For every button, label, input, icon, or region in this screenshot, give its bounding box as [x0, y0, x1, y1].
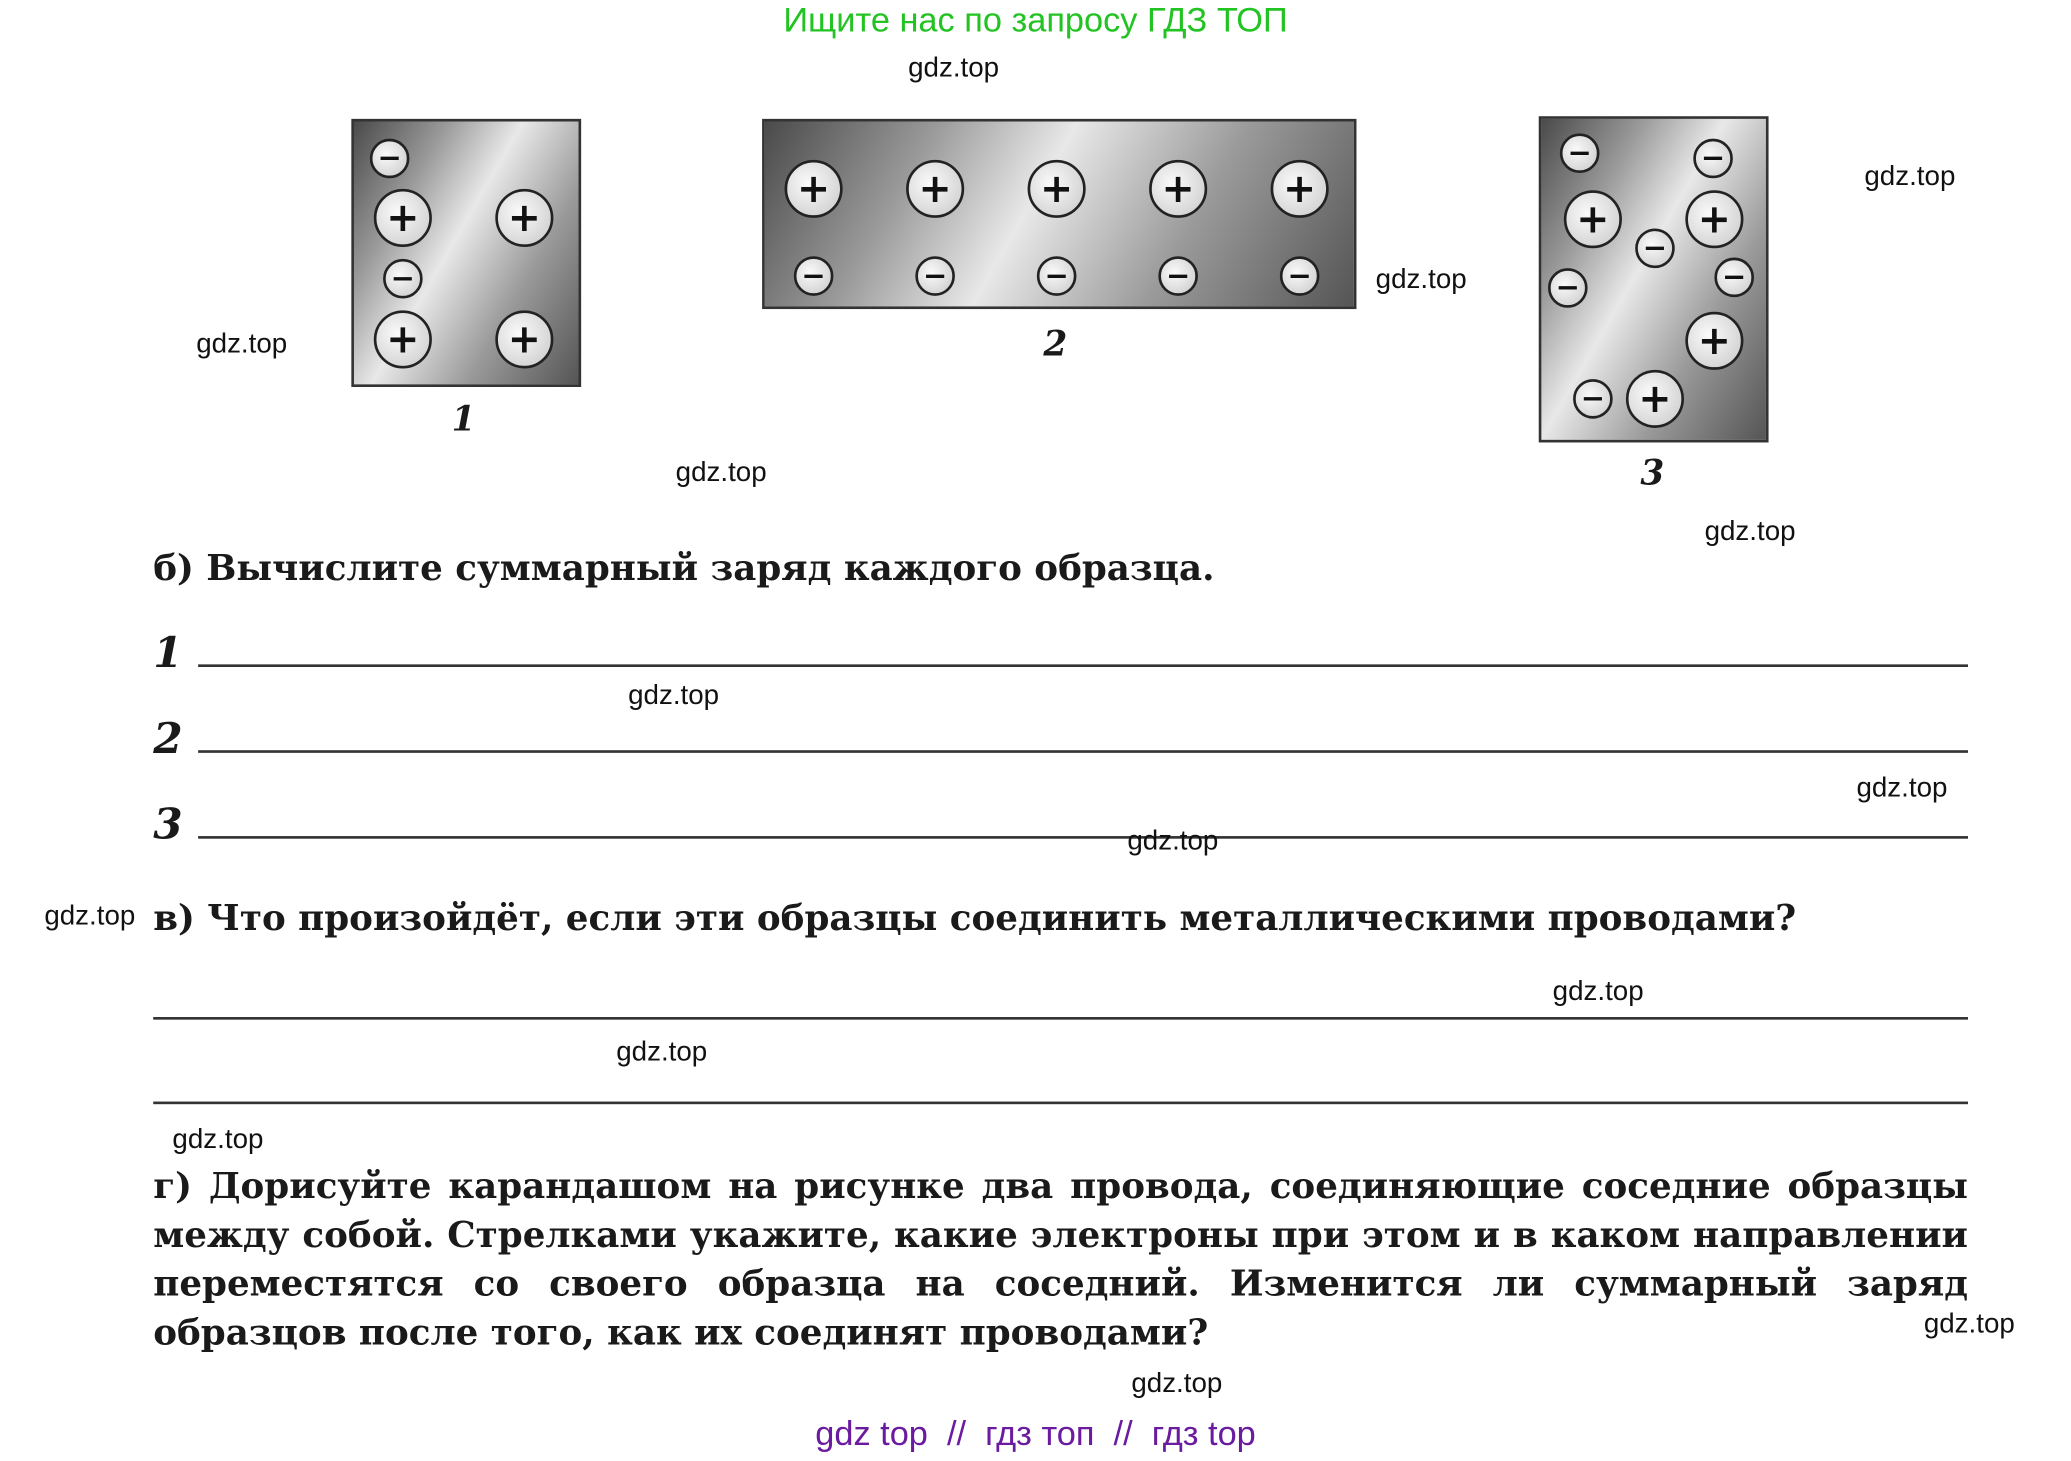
proton-charge: + [374, 310, 432, 368]
proton-charge: + [495, 189, 553, 247]
search-hint-header: Ищите нас по запросу ГДЗ ТОП [783, 0, 1288, 40]
electron-charge: − [1280, 256, 1320, 296]
electron-charge: − [1037, 256, 1077, 296]
question-g: г) Дорисуйте карандашом на рисунке два провода, соединяющие соседние образцы между собой. Стрелками укажите, какие электроны при этом и в каком направлении переместятся со своего образца на соседний. Изменится ли суммарный заряд образцов после того, как их соединят проводами? [153, 1166, 1968, 1354]
sample-3-label: 3 [1640, 454, 1665, 494]
electron-charge: − [915, 256, 955, 296]
watermark: gdz.top [44, 900, 136, 932]
watermark: gdz.top [1552, 976, 1644, 1007]
watermark: gdz.top [196, 328, 288, 360]
answer-line-v-2[interactable] [153, 1102, 1968, 1105]
electron-charge: − [370, 139, 410, 179]
proton-charge: + [785, 160, 843, 218]
proton-charge: + [906, 160, 964, 218]
proton-charge: + [1028, 160, 1086, 218]
proton-charge: + [1149, 160, 1207, 218]
answer-line-1[interactable] [198, 664, 1968, 667]
electron-charge: − [1635, 228, 1675, 268]
electron-charge: − [794, 256, 834, 296]
sample-1-plate [351, 119, 581, 387]
answer-number-2: 2 [153, 713, 183, 764]
proton-charge: + [1685, 190, 1743, 248]
watermark: gdz.top [1856, 772, 1948, 804]
watermark: gdz.top [1127, 825, 1219, 856]
watermark: gdz.top [616, 1036, 708, 1068]
answer-line-v-1[interactable] [153, 1017, 1968, 1020]
watermark: gdz.top [172, 1124, 264, 1155]
electron-charge: − [1560, 133, 1600, 173]
sample-2-plate [762, 119, 1356, 309]
proton-charge: + [1626, 370, 1684, 428]
watermark: gdz.top [908, 52, 1000, 84]
answer-number-3: 3 [153, 799, 183, 850]
question-v: в) Что произойдёт, если эти образцы соединить металлическими проводами? [153, 898, 1797, 940]
electron-charge: − [1548, 268, 1588, 308]
electron-charge: − [1573, 379, 1613, 419]
sample-2-label: 2 [1043, 324, 1068, 365]
proton-charge: + [1271, 160, 1329, 218]
answer-line-3[interactable] [198, 836, 1968, 839]
answer-line-2[interactable] [198, 750, 1968, 753]
sample-3-plate [1539, 116, 1769, 442]
proton-charge: + [374, 189, 432, 247]
watermark: gdz.top [675, 456, 767, 488]
watermark: gdz.top [1864, 161, 1956, 192]
footer-watermark: gdz top // гдз топ // гдз top [815, 1413, 1256, 1453]
electron-charge: − [1693, 139, 1733, 179]
electron-charge: − [1714, 258, 1754, 298]
proton-charge: + [1564, 190, 1622, 248]
electron-charge: − [1158, 256, 1198, 296]
watermark: gdz.top [1131, 1368, 1223, 1399]
watermark: gdz.top [1923, 1308, 2015, 1340]
proton-charge: + [1685, 312, 1743, 370]
watermark: gdz.top [628, 680, 720, 711]
watermark: gdz.top [1704, 516, 1796, 547]
question-b: б) Вычислите суммарный заряд каждого образца. [153, 548, 1215, 590]
proton-charge: + [495, 310, 553, 368]
answer-number-1: 1 [153, 627, 183, 678]
electron-charge: − [383, 259, 423, 299]
sample-1-label: 1 [451, 400, 476, 440]
watermark: gdz.top [1375, 264, 1467, 295]
